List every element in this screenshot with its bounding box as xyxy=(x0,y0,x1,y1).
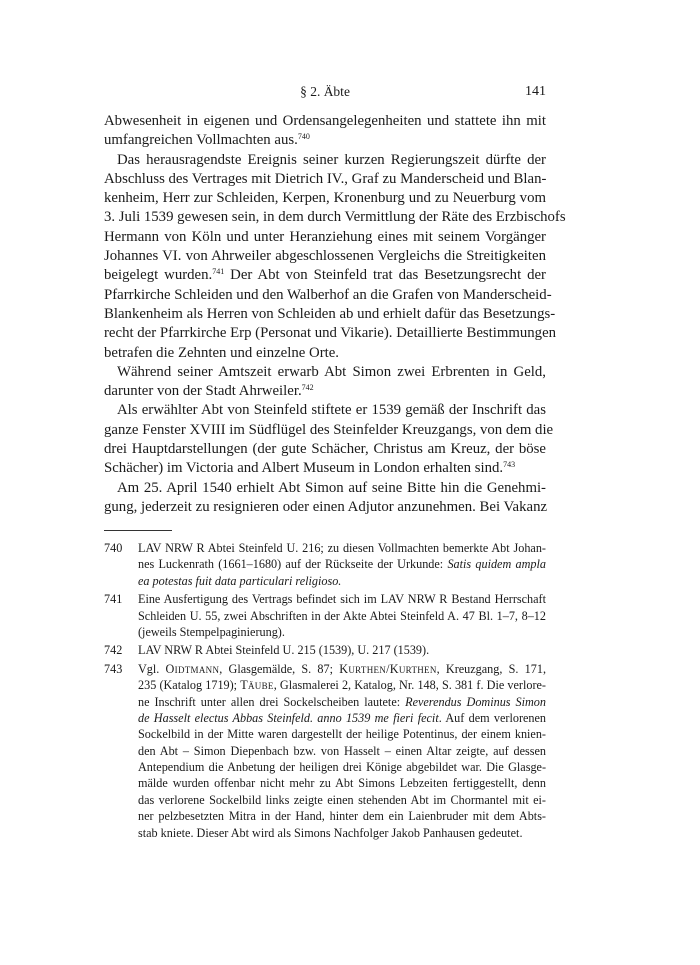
footnote-number: 743 xyxy=(104,661,123,676)
footnote-line: mälde wurden offenbar nicht mehr zu Abt Simons Lebzeiten fertiggestellt, denn xyxy=(138,776,546,791)
footnote-line: Eine Ausfertigung des Vertrags befindet sich im LAV NRW R Bestand Herrschaft xyxy=(138,592,546,607)
footnote-line: Sockelbild in der Mitte waren dargestellt der heilige Potentinus, der einem knien- xyxy=(138,727,546,742)
text-run: umfangreichen Vollmachten aus. xyxy=(104,132,298,149)
footnote-740 xyxy=(104,540,546,589)
body-line: Das herausragendste Ereignis seiner kurzen Regierungszeit dürfte der xyxy=(117,151,546,168)
footnote-line xyxy=(138,556,546,572)
body-line xyxy=(104,266,546,285)
footnote-line: ner pelzbesetzten Mitra in der Hand, hinter dem ein Laienbruder mit dem Abts- xyxy=(138,809,546,824)
text-run: Der Abt von Steinfeld trat das Besetzungsrecht der xyxy=(224,267,546,284)
body-line: Am 25. April 1540 erhielt Abt Simon auf seine Bitte hin die Genehmi- xyxy=(117,479,546,496)
body-line xyxy=(104,382,546,401)
footnote-number: 741 xyxy=(104,592,123,607)
footnote-742 xyxy=(104,642,546,658)
body-line: Abschluss des Vertrages mit Dietrich IV., Graf zu Manderscheid und Blan- xyxy=(104,170,547,187)
text-run: Vgl. xyxy=(138,661,166,676)
main-text xyxy=(104,112,566,517)
text-run: Schächer) im Victoria and Albert Museum in London erhalten sind. xyxy=(104,460,504,477)
body-line: drei Hauptdarstellungen (der gute Schächer, Christus am Kreuz, der böse xyxy=(104,441,546,458)
latin-quote: de Hasselt electus Abbas Steinfeld. anno 1539 me fieri fecit xyxy=(138,710,439,725)
footnotes xyxy=(104,540,546,841)
text-run: nes Luckenrath (1661–1680) auf der Rückseite der Urkunde: xyxy=(138,557,448,572)
text-run: , Kreuzgang, S. 171, xyxy=(436,661,546,676)
footnote-line: (jeweils Stempelpaginierung). xyxy=(138,624,285,639)
body-line xyxy=(104,131,546,150)
footnote-743 xyxy=(104,661,546,841)
body-line xyxy=(104,459,546,478)
latin-quote: Reverendus Dominus Simon xyxy=(405,694,546,709)
running-head: § 2. Äbte xyxy=(300,84,350,99)
latin-quote: Satis quidem ampla xyxy=(447,557,546,572)
footnote-ref[interactable]: 741 xyxy=(212,267,225,277)
body-line: Pfarrkirche Schleiden und den Walberhof an die Grafen von Manderscheid- xyxy=(104,286,552,303)
page-number: 141 xyxy=(525,84,546,99)
footnote-line: Schleiden U. 55, zwei Abschriften in der Akte Abtei Steinfeld A. 47 Bl. 1–7, 8–12 xyxy=(138,608,546,623)
footnote-line xyxy=(138,694,546,710)
body-line: 3. Juli 1539 gewesen sein, in dem durch Vermittlung der Räte des Erzbischofs xyxy=(104,209,566,226)
text-run: . Auf dem verlorenen xyxy=(438,710,547,725)
body-line: Hermann von Köln und unter Heranziehung eines mit seinem Vorgänger xyxy=(104,228,546,245)
body-line: Als erwählter Abt von Steinfeld stiftete er 1539 gemäß der Inschrift das xyxy=(117,402,546,419)
footnote-number: 740 xyxy=(104,541,123,555)
text-run: 235 (Katalog 1719); xyxy=(138,678,241,693)
footnote-line: das verlorene Sockelbild links zeigte einen stehenden Abt im Chormantel mit ei- xyxy=(138,792,546,807)
footnote-line: den Abt – Simon Diepenbach bzw. von Hasselt – einen Altar zeigte, auf dessen xyxy=(138,743,546,758)
text-run: beigelegt wurden. xyxy=(104,267,213,284)
latin-quote: ea potestas fuit data particulari religioso. xyxy=(138,573,342,588)
text-run: darunter von der Stadt Ahrweiler. xyxy=(104,383,302,400)
body-line: Während seiner Amtszeit erwarb Abt Simon zwei Erbrenten in Geld, xyxy=(117,363,546,380)
footnote-741 xyxy=(104,591,546,640)
body-line: betrafen die Zehnten und einzelne Orte. xyxy=(104,344,339,361)
footnote-line xyxy=(138,677,546,693)
author-name: Kurthen/Kurthen xyxy=(339,661,437,676)
body-line: Abwesenheit in eigenen und Ordensangelegenheiten und stattete ihn mit xyxy=(104,113,546,129)
body-line: Johannes VI. von Ahrweiler abgeschlossenen Vergleichs die Streitigkeiten xyxy=(104,248,546,265)
text-run: , Glasmalerei 2, Katalog, Nr. 148, S. 381 f. Die verlore- xyxy=(273,678,546,693)
text-run: ne Inschrift unter allen drei Sockelscheiben lautete: xyxy=(138,694,406,709)
footnote-line xyxy=(138,661,546,677)
footnote-divider xyxy=(104,530,172,531)
footnote-line xyxy=(138,573,546,589)
body-line: gung, jederzeit zu resignieren oder einen Adjutor anzunehmen. Bei Vakanz xyxy=(104,498,548,515)
footnote-line xyxy=(138,710,546,726)
footnote-ref[interactable]: 740 xyxy=(297,132,310,142)
author-name: Täube xyxy=(240,678,274,693)
footnote-line: stab kniete. Dieser Abt wird als Simons Nachfolger Jakob Panhausen gedeutet. xyxy=(138,825,523,840)
body-line: Blankenheim als Herren von Schleiden ab und erhielt dafür das Besetzungs- xyxy=(104,305,556,322)
footnote-ref[interactable]: 742 xyxy=(301,383,314,393)
footnote-line: LAV NRW R Abtei Steinfeld U. 216; zu diesen Vollmachten bemerkte Abt Johan- xyxy=(138,541,546,555)
footnote-line: Antependium die Anbetung der heiligen drei Könige abgebildet war. Die Glasge- xyxy=(138,760,546,775)
body-line: kenheim, Herr zur Schleiden, Kerpen, Kronenburg und zu Neuerburg vom xyxy=(104,190,546,207)
body-line: recht der Pfarrkirche Erp (Personat und Vikarie). Detaillierte Bestimmungen xyxy=(104,325,557,342)
page-header xyxy=(104,84,546,104)
text-run: , Glasgemälde, S. 87; xyxy=(219,661,340,676)
footnote-line: LAV NRW R Abtei Steinfeld U. 215 (1539), U. 217 (1539). xyxy=(138,643,430,658)
footnote-number: 742 xyxy=(104,643,123,658)
footnote-ref[interactable]: 743 xyxy=(503,460,516,470)
body-line: ganze Fenster XVIII im Südflügel des Steinfelder Kreuzgangs, von dem die xyxy=(104,421,554,438)
author-name: Oidtmann xyxy=(165,661,220,676)
